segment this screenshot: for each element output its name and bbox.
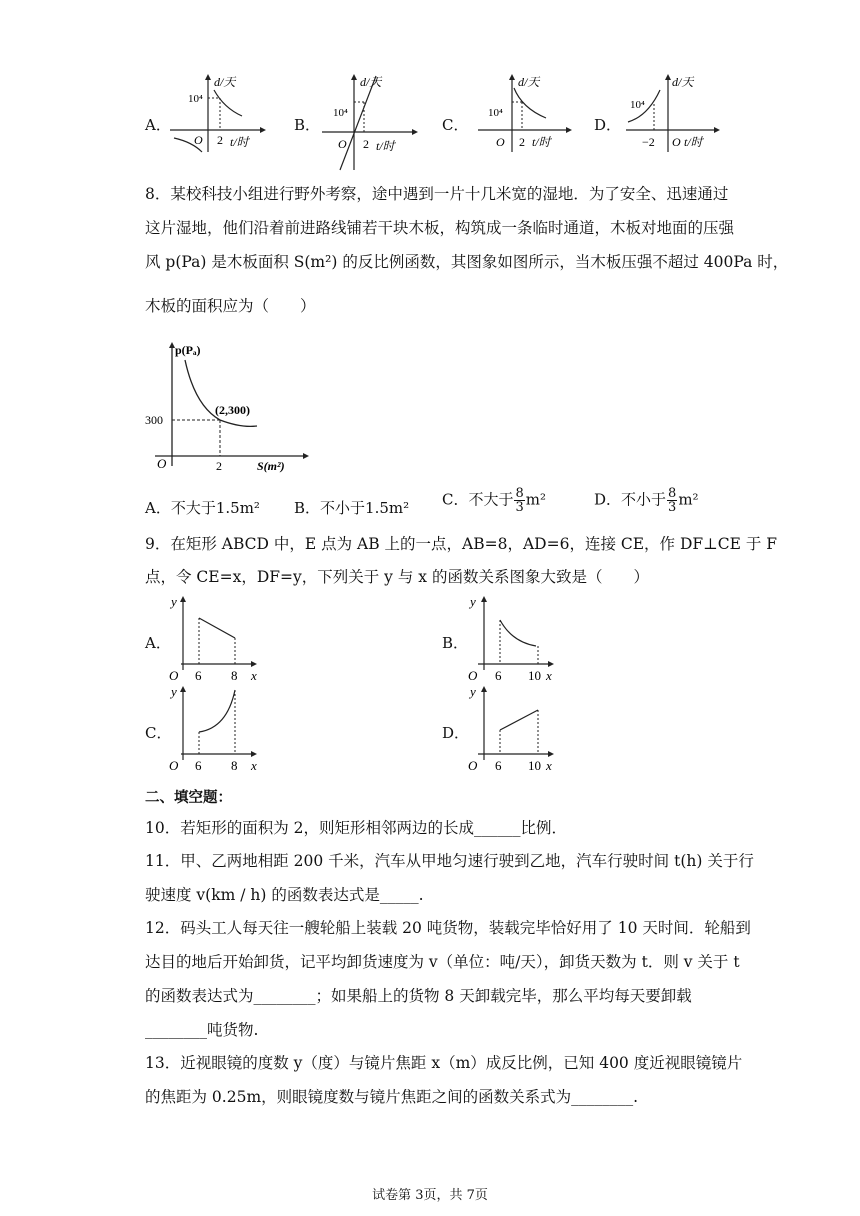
denominator: 3 (515, 500, 524, 515)
q9-option-b-label: B． (442, 634, 469, 652)
q8-graph (145, 338, 310, 473)
page-footer: 试卷第 3页，共 7页 (372, 1188, 488, 1203)
q8-option-d (594, 487, 699, 514)
q8-text-line3: 风 p(Pa) 是木板面积 S(m²) 的反比例函数，其图象如图所示，当木板压强不超过 400Pa 时， (145, 253, 789, 271)
ylabel: p(Pₐ) (175, 343, 201, 357)
x-tick-1: 6 (195, 668, 202, 682)
q8-option-d-prefix: D．不小于 (594, 490, 667, 509)
origin: O (338, 137, 347, 151)
origin: O (194, 133, 203, 147)
ylabel: y (470, 594, 476, 609)
q9-option-a-graph (165, 592, 265, 682)
xlabel: x (546, 758, 552, 772)
q7-option-c-label: C． (442, 116, 469, 134)
q12-text-line3: 的函数表达式为________；如果船上的货物 8 天卸载完毕，那么平均每天要卸载 (145, 987, 692, 1005)
q11-text-line2: 驶速度 v(km / h) 的函数表达式是_____. (145, 886, 424, 904)
origin: O (672, 135, 681, 149)
q8-option-b: B．不小于1.5m² (294, 499, 410, 517)
q10-text: 10．若矩形的面积为 2，则矩形相邻两边的长成______比例． (145, 819, 568, 837)
q12-text-line4: ________吨货物. (145, 1021, 259, 1039)
q7-option-d-graph (622, 72, 722, 154)
x-tick: −2 (642, 135, 655, 149)
section-heading-fill-in: 二、填空题： (145, 790, 232, 806)
q12-text-line2: 达目的地后开始卸货，记平均卸货速度为 v（单位：吨/天），卸货天数为 t．则 v 关于 t (145, 953, 740, 971)
q7-option-c-graph (474, 72, 574, 154)
origin: O (169, 668, 179, 682)
q8-text-line4: 木板的面积应为（ ） (145, 297, 316, 315)
q7-option-b-label: B． (294, 116, 321, 134)
xlabel: t/时 (230, 135, 249, 149)
x-tick-1: 6 (195, 758, 202, 772)
q9-option-b-graph (462, 592, 562, 682)
q7-option-d-label: D． (594, 116, 622, 134)
numerator: 8 (668, 486, 677, 501)
q7-option-a-label: A． (145, 116, 171, 134)
q9-option-a-label: A． (145, 634, 171, 652)
ylabel: d/天 (672, 75, 694, 89)
q9-option-c-graph (165, 682, 265, 772)
ylabel: y (171, 684, 177, 699)
y-value: 10⁴ (630, 99, 645, 111)
origin: O (157, 456, 167, 471)
q9-option-d-label: D． (442, 724, 470, 742)
xlabel: x (251, 668, 257, 682)
origin: O (169, 758, 179, 772)
q13-text-line1: 13．近视眼镜的度数 y（度）与镜片焦距 x（m）成反比例，已知 400 度近视眼镜镜片 (145, 1054, 743, 1072)
origin: O (496, 135, 505, 149)
fraction (667, 487, 677, 514)
y-tick: 300 (145, 413, 163, 427)
y-value: 10⁴ (333, 107, 348, 119)
ylabel: y (171, 594, 177, 609)
q11-text-line1: 11．甲、乙两地相距 200 千米，汽车从甲地匀速行驶到乙地，汽车行驶时间 t(h) 关于行 (145, 852, 754, 870)
x-tick-2: 10 (528, 668, 541, 682)
point-label: (2,300) (215, 403, 250, 417)
q8-text-line2: 这片湿地，他们沿着前进路线铺若干块木板，构筑成一条临时通道，木板对地面的压强 (145, 219, 735, 237)
xlabel: S(m²) (257, 459, 285, 473)
xlabel: x (546, 668, 552, 682)
q13-text-line2: 的焦距为 0.25m，则眼镜度数与镜片焦距之间的函数关系式为________. (145, 1088, 639, 1106)
unit: m² (678, 490, 699, 509)
origin: O (468, 668, 478, 682)
q9-option-c-label: C． (145, 724, 172, 742)
numerator: 8 (515, 486, 524, 501)
q8-option-a: A．不大于1.5m² (145, 499, 260, 517)
fraction (514, 487, 524, 514)
q8-text-line1: 8．某校科技小组进行野外考察，途中遇到一片十几米宽的湿地．为了安全、迅速通过 (145, 185, 729, 203)
x-tick: 2 (217, 133, 223, 147)
q9-option-d-graph (462, 682, 562, 772)
x-tick-1: 6 (495, 758, 502, 772)
x-tick-1: 6 (495, 668, 502, 682)
y-value: 10⁴ (188, 93, 203, 105)
ylabel: d/天 (360, 75, 382, 89)
x-tick-2: 10 (528, 758, 541, 772)
q9-text-line2: 点，令 CE=x，DF=y，下列关于 y 与 x 的函数关系图象大致是（ ） (145, 568, 649, 586)
q7-option-a-graph (168, 72, 268, 154)
q8-option-c (442, 487, 546, 514)
x-tick-2: 8 (231, 668, 238, 682)
xlabel: x (251, 758, 257, 772)
ylabel: d/天 (214, 75, 236, 89)
q8-option-c-prefix: C．不大于 (442, 490, 514, 509)
xlabel: t/时 (376, 139, 395, 153)
q7-option-b-graph (318, 72, 418, 172)
x-tick-2: 8 (231, 758, 238, 772)
q9-text-line1: 9．在矩形 ABCD 中，E 点为 AB 上的一点，AB=8，AD=6，连接 CE，作 DF⊥CE 于 F (145, 535, 778, 553)
q12-text-line1: 12．码头工人每天往一艘轮船上装载 20 吨货物，装载完毕恰好用了 10 天时间．轮船到 (145, 919, 751, 937)
unit: m² (525, 490, 547, 509)
origin: O (468, 758, 478, 772)
x-tick: 2 (519, 135, 525, 149)
xlabel: t/时 (684, 135, 703, 149)
y-value: 10⁴ (488, 107, 503, 119)
x-tick: 2 (216, 459, 222, 473)
ylabel: y (470, 684, 476, 699)
ylabel: d/天 (518, 75, 540, 89)
denominator: 3 (668, 500, 677, 515)
xlabel: t/时 (532, 135, 551, 149)
x-tick: 2 (363, 137, 369, 151)
